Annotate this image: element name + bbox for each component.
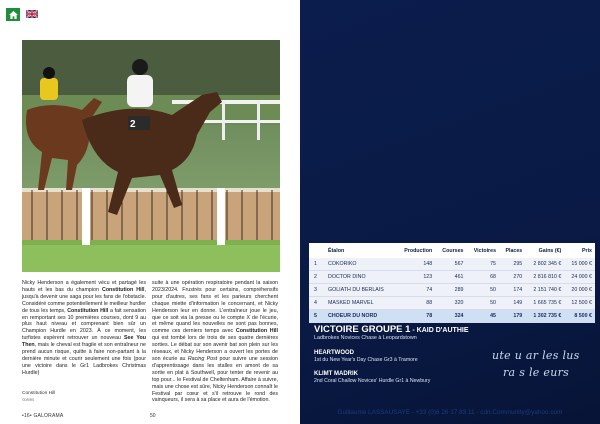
tagline-line3: ute u ar les lus [492, 349, 580, 362]
row-rank: 4 [309, 297, 325, 310]
column-header: Prix [564, 243, 595, 258]
article-text: suite à une opération respiratoire pendant la saison 2023/2024. Frustrés pour certains, compréhensifs pour d'autres, ses fans et les parieurs cherchent chaque miette d'information le concernant, et Nicky Henderson leur en donne. L'entraîneur joue le jeu, que ce soit via la presse ou le compte X de l'écurie, et même quand les nouvelles ne sont pas bonnes, comme ces derniers temps avec [152, 280, 278, 335]
progeny-name: HEARTWOOD [314, 350, 354, 356]
tagline-line4: ra s le eurs [503, 366, 570, 379]
column-header: Étalon [325, 243, 396, 258]
magazine-footer: •16• GALORAMA [22, 413, 64, 419]
row-rank: 2 [309, 271, 325, 284]
races-cell: 567 [435, 258, 466, 271]
price-cell: 8 500 € [564, 310, 595, 323]
stallion-stats-table [309, 243, 595, 323]
column-header: Victoires [466, 243, 499, 258]
earnings-cell: 2 802 345 € [525, 258, 564, 271]
table-row [309, 258, 595, 271]
races-cell: 461 [435, 271, 466, 284]
wins-cell: 68 [466, 271, 499, 284]
column-header: Courses [435, 243, 466, 258]
wins-cell: 50 [466, 297, 499, 310]
stallion-cell: CHOEUR DU NORD [325, 310, 396, 323]
races-cell: 320 [435, 297, 466, 310]
progeny-name: KLIMT MADRIK [314, 371, 358, 377]
photo-caption [22, 391, 55, 403]
stallion-cell: GOLIATH DU BERLAIS [325, 284, 396, 297]
progeny-result: 1st du New Year's Day Chase Gr3 à Tramore [314, 357, 418, 363]
article-text: , jusqu'à devenir une saga pour les fans de l'obstacle. Considéré comme potentiellement le meilleur hurdler de tous les temps, [22, 286, 146, 314]
progeny-2 [314, 371, 430, 384]
price-cell: 12 500 € [564, 297, 595, 310]
stallion-cell: DOCTOR DINO [325, 271, 396, 284]
races-cell: 289 [435, 284, 466, 297]
row-rank: 1 [309, 258, 325, 271]
races-cell: 324 [435, 310, 466, 323]
column-header: Places [499, 243, 525, 258]
price-cell: 24 000 € [564, 271, 595, 284]
table-header-row [309, 243, 595, 258]
production-cell: 74 [396, 284, 435, 297]
race-photo [22, 40, 280, 272]
uk-flag-icon[interactable] [26, 10, 38, 18]
caption-text: Constitution Hill [22, 391, 56, 396]
wins-cell: 75 [466, 258, 499, 271]
publication-name: Racing Post [187, 355, 218, 362]
g1-winner-heading [314, 324, 469, 335]
table-row [309, 284, 595, 297]
production-cell: 88 [396, 297, 435, 310]
progeny-1 [314, 350, 418, 363]
column-header [309, 243, 325, 258]
places-cell: 174 [499, 284, 525, 297]
stallion-cell: COKORIKO [325, 258, 396, 271]
table-row-highlight [309, 310, 595, 323]
caption-credit: ©DR/RS [22, 398, 35, 402]
earnings-cell: 2 151 740 € [525, 284, 564, 297]
progeny-result: 2nd Coral Challow Novices' Hurdle Gr1 à Newbury [314, 378, 431, 384]
row-rank: 5 [309, 310, 325, 323]
earnings-cell: 1 665 735 € [525, 297, 564, 310]
home-icon [9, 11, 18, 19]
places-cell: 270 [499, 271, 525, 284]
wins-cell: 45 [466, 310, 499, 323]
column-header: Gains (€) [525, 243, 564, 258]
article-text: a fait sensation en remportant ses 10 premières courses, dont 9 au plus haut niveau et comprenant bien sûr un Champion Hurdle en 2023. À ce moment, les turfistes espèrent retrouver un nouveau [22, 307, 146, 342]
winner-name: - KAID D'AUTHIE [410, 327, 469, 334]
places-cell: 179 [499, 310, 525, 323]
article-text: qui est tombé lors de trois de ses quatre dernières sorties. Le débat sur son avenir bat son plein sur les réseaux, et Nicky Henderson a ouvert les portes de son écurie au [152, 335, 278, 362]
g1-race: Ladbrokes Novices Chase à Leopardstown [314, 335, 417, 341]
article-column-1 [22, 280, 146, 377]
horse-name: Constitution Hill [102, 286, 145, 293]
contact-info[interactable]: Guillaume LASSAUSAYE - +33 (0)6 26 17 83 11 - cdn.Community@yahoo.com [337, 409, 563, 416]
wins-cell: 50 [466, 284, 499, 297]
price-cell: 15 000 € [564, 258, 595, 271]
horse-name: Constitution Hill [235, 328, 278, 335]
page-number: 50 [150, 413, 156, 419]
article-text: Nicky Henderson a également vécu et partagé les hauts et les bas du champion [22, 280, 146, 293]
svg-text:2: 2 [130, 119, 136, 130]
stallion-cell: MASKED MARVEL [325, 297, 396, 310]
places-cell: 295 [499, 258, 525, 271]
row-rank: 3 [309, 284, 325, 297]
production-cell: 78 [396, 310, 435, 323]
heading-text: VICTOIRE GROUPE 1 [314, 324, 411, 335]
places-cell: 149 [499, 297, 525, 310]
home-button[interactable] [6, 8, 20, 21]
horse-name: See You Then [22, 335, 146, 349]
column-header: Production [396, 243, 435, 258]
earnings-cell: 2 816 810 € [525, 271, 564, 284]
horse-name: Constitution Hill [67, 307, 109, 314]
table-row [309, 271, 595, 284]
price-cell: 20 000 € [564, 284, 595, 297]
production-cell: 148 [396, 258, 435, 271]
article-column-2 [152, 280, 278, 404]
table-row [309, 297, 595, 310]
earnings-cell: 1 302 735 € [525, 310, 564, 323]
production-cell: 123 [396, 271, 435, 284]
article-text: pour suivre une session d'apprentissage dans les stalles en amont de sa sortie en plat à Southwell, pour tenter de revenir au top pour... le Festival de Cheltenham. Affaire à suivre, mais une chose est sûre, Nicky Henderson connaît le Festival par cœur et s'il retrouve le rond des vainqueurs, il sera à sa place et aura de l'émotion. [152, 355, 279, 404]
article-text: , mais le cheval est fragile et son entraîneur ne prend aucun risque, quitte à faire non-partant à la dernière minute et courir seulement une fois (pour une victoire dans le Gr1 Ladbrokes Christmas Hurdle) [22, 342, 146, 376]
